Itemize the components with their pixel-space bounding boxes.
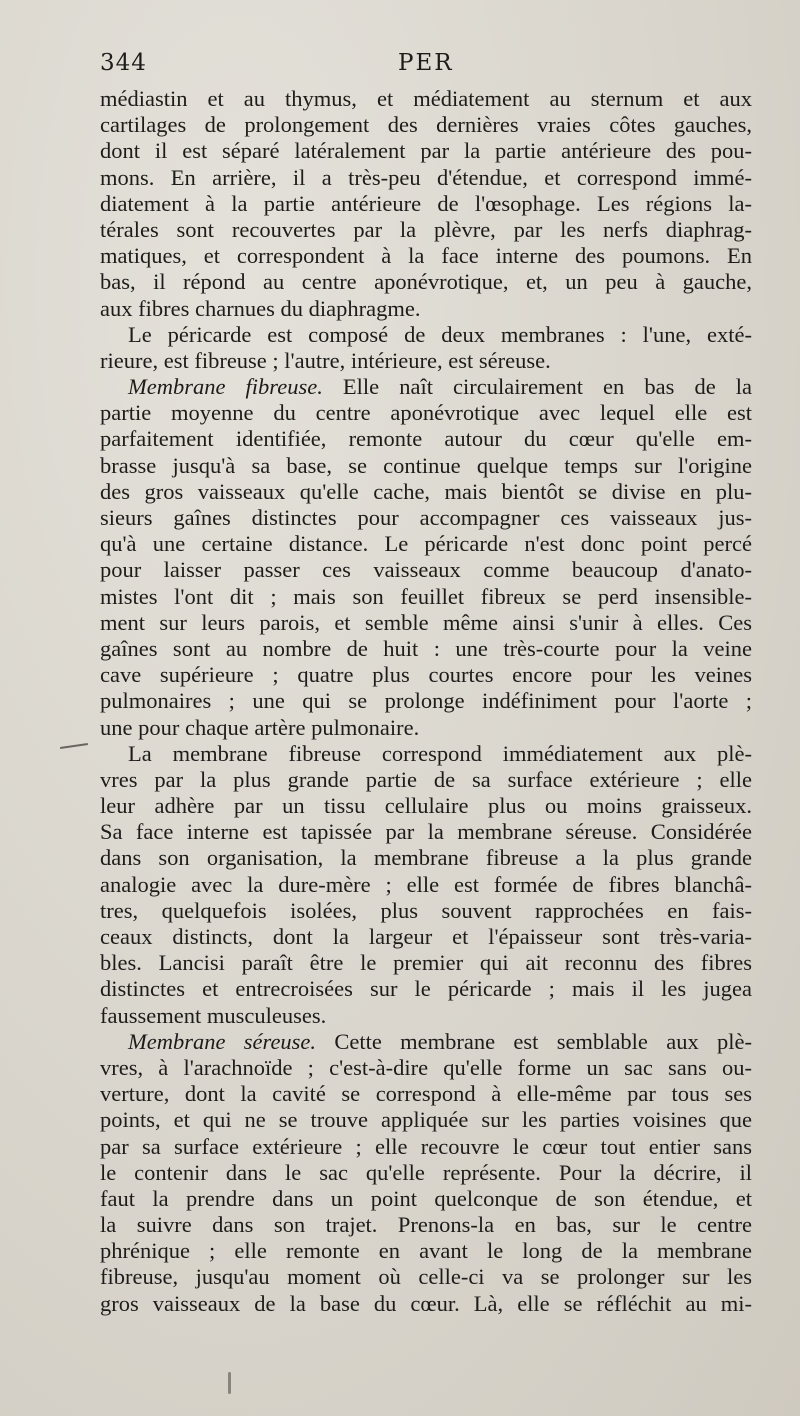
text-line bbox=[100, 1264, 752, 1290]
text-line bbox=[100, 1003, 752, 1029]
text-line bbox=[100, 845, 752, 871]
line-text: Cette membrane est semblable aux plè- bbox=[316, 1028, 752, 1054]
text-line bbox=[100, 819, 752, 845]
line-text: térales sont recouvertes par la plèvre, par les nerfs diaphrag- bbox=[100, 216, 752, 242]
text-line bbox=[100, 322, 752, 348]
text-line bbox=[100, 217, 752, 243]
margin-mark bbox=[60, 743, 88, 749]
text-line bbox=[100, 112, 752, 138]
text-line bbox=[100, 793, 752, 819]
line-text: par sa surface extérieure ; elle recouvre le cœur tout entier sans bbox=[100, 1133, 752, 1159]
line-text: verture, dont la cavité se correspond à elle-même par tous ses bbox=[100, 1081, 752, 1107]
line-text: médiastin et au thymus, et médiatement au sternum et aux bbox=[100, 86, 752, 111]
text-line bbox=[100, 479, 752, 505]
line-text: leur adhère par un tissu cellulaire plus ou moins graisseux. bbox=[100, 793, 752, 819]
text-line bbox=[100, 1029, 752, 1055]
text-line bbox=[100, 165, 752, 191]
line-text: cave supérieure ; quatre plus courtes encore pour les veines bbox=[100, 662, 752, 688]
text-line bbox=[100, 872, 752, 898]
line-text: ceaux distincts, dont la largeur et l'épaisseur sont très-varia- bbox=[100, 924, 752, 949]
text-line bbox=[100, 1134, 752, 1160]
line-text: des gros vaisseaux qu'elle cache, mais bientôt se divise en plu- bbox=[100, 478, 752, 504]
text-line bbox=[100, 715, 752, 741]
text-line bbox=[100, 374, 752, 400]
line-text: parfaitement identifiée, remonte autour du cœur qu'elle em- bbox=[100, 426, 752, 452]
paper-stain bbox=[228, 1372, 231, 1394]
line-text: Elle naît circulairement en bas de la bbox=[322, 374, 753, 400]
text-line bbox=[100, 584, 752, 610]
running-head: PER bbox=[398, 50, 454, 76]
line-text: une pour chaque artère pulmonaire. bbox=[100, 714, 420, 740]
text-line bbox=[100, 741, 752, 767]
line-text: rieure, est fibreuse ; l'autre, intérieure, est séreuse. bbox=[100, 347, 551, 373]
text-line bbox=[100, 296, 752, 322]
line-text: Sa face interne est tapissée par la membrane séreuse. Considérée bbox=[100, 819, 752, 845]
line-text: phrénique ; elle remonte en avant le long de la membrane bbox=[100, 1238, 752, 1264]
text-line bbox=[100, 767, 752, 793]
line-text: bles. Lancisi paraît être le premier qui ait reconnu des fibres bbox=[100, 950, 752, 976]
line-text: aux fibres charnues du diaphragme. bbox=[100, 295, 421, 321]
text-line bbox=[100, 1055, 752, 1081]
line-text: dans son organisation, la membrane fibreuse a la plus grande bbox=[100, 845, 752, 871]
line-text: partie moyenne du centre aponévrotique avec lequel elle est bbox=[100, 400, 752, 426]
text-line bbox=[100, 348, 752, 374]
page-header bbox=[100, 50, 752, 82]
line-text: dont il est séparé latéralement par la partie antérieure des pou- bbox=[100, 138, 752, 164]
line-text: ment sur leurs parois, et semble même ainsi s'unir à elles. Ces bbox=[100, 609, 752, 635]
line-text: distinctes et entrecroisées sur le péricarde ; mais il les jugea bbox=[100, 976, 752, 1002]
line-text: mistes l'ont dit ; mais son feuillet fibreux se perd insensible- bbox=[100, 583, 752, 609]
section-heading-italic: Membrane fibreuse. bbox=[128, 374, 323, 400]
page-number: 344 bbox=[100, 50, 147, 76]
text-line bbox=[100, 1291, 752, 1317]
section-heading-italic: Membrane séreuse. bbox=[128, 1028, 317, 1054]
line-text: bas, il répond au centre aponévrotique, et, un peu à gauche, bbox=[100, 269, 752, 295]
text-line bbox=[100, 191, 752, 217]
text-line bbox=[100, 243, 752, 269]
line-text: mons. En arrière, il a très-peu d'étendue, et correspond immé- bbox=[100, 164, 752, 190]
line-text: fibreuse, jusqu'au moment où celle-ci va se prolonger sur les bbox=[100, 1264, 752, 1290]
line-text: le contenir dans le sac qu'elle représente. Pour la décrire, il bbox=[100, 1159, 752, 1185]
text-line bbox=[100, 86, 752, 112]
text-line bbox=[100, 1160, 752, 1186]
text-line bbox=[100, 898, 752, 924]
text-line bbox=[100, 1186, 752, 1212]
text-line bbox=[100, 426, 752, 452]
text-line bbox=[100, 531, 752, 557]
text-line bbox=[100, 1238, 752, 1264]
text-line bbox=[100, 688, 752, 714]
text-line bbox=[100, 924, 752, 950]
body-text bbox=[100, 86, 752, 1317]
line-text: Le péricarde est composé de deux membranes : l'une, exté- bbox=[128, 321, 752, 347]
text-line bbox=[100, 269, 752, 295]
line-text: gaînes sont au nombre de huit : une très-courte pour la veine bbox=[100, 635, 752, 661]
line-text: gros vaisseaux de la base du cœur. Là, elle se réfléchit au mi- bbox=[100, 1290, 752, 1316]
line-text: vres, à l'arachnoïde ; c'est-à-dire qu'elle forme un sac sans ou- bbox=[100, 1054, 752, 1080]
text-line bbox=[100, 662, 752, 688]
line-text: pour laisser passer ces vaisseaux comme beaucoup d'anato- bbox=[100, 557, 752, 583]
text-line bbox=[100, 1081, 752, 1107]
text-line bbox=[100, 610, 752, 636]
line-text: la suivre dans son trajet. Prenons-la en bas, sur le centre bbox=[100, 1212, 752, 1238]
text-line bbox=[100, 1107, 752, 1133]
text-line bbox=[100, 557, 752, 583]
text-line bbox=[100, 138, 752, 164]
line-text: brasse jusqu'à sa base, se continue quelque temps sur l'origine bbox=[100, 452, 752, 478]
line-text: cartilages de prolongement des dernières vraies côtes gauches, bbox=[100, 112, 752, 138]
text-line bbox=[100, 453, 752, 479]
line-text: pulmonaires ; une qui se prolonge indéfiniment pour l'aorte ; bbox=[100, 688, 752, 714]
line-text: matiques, et correspondent à la face interne des poumons. En bbox=[100, 243, 752, 269]
line-text: vres par la plus grande partie de sa surface extérieure ; elle bbox=[100, 766, 752, 792]
text-line bbox=[100, 950, 752, 976]
line-text: points, et qui ne se trouve appliquée sur les parties voisines que bbox=[100, 1107, 752, 1133]
text-line bbox=[100, 976, 752, 1002]
line-text: sieurs gaînes distinctes pour accompagner ces vaisseaux jus- bbox=[100, 505, 752, 530]
text-line bbox=[100, 505, 752, 531]
text-line bbox=[100, 636, 752, 662]
line-text: faussement musculeuses. bbox=[100, 1002, 327, 1028]
text-line bbox=[100, 400, 752, 426]
line-text: analogie avec la dure-mère ; elle est formée de fibres blanchâ- bbox=[100, 871, 752, 897]
line-text: diatement à la partie antérieure de l'œsophage. Les régions la- bbox=[100, 190, 752, 216]
line-text: tres, quelquefois isolées, plus souvent rapprochées en fais- bbox=[100, 897, 752, 923]
line-text: qu'à une certaine distance. Le péricarde n'est donc point percé bbox=[100, 531, 752, 557]
text-line bbox=[100, 1212, 752, 1238]
line-text: La membrane fibreuse correspond immédiatement aux plè- bbox=[128, 740, 752, 766]
line-text: faut la prendre dans un point quelconque de son étendue, et bbox=[100, 1185, 752, 1211]
